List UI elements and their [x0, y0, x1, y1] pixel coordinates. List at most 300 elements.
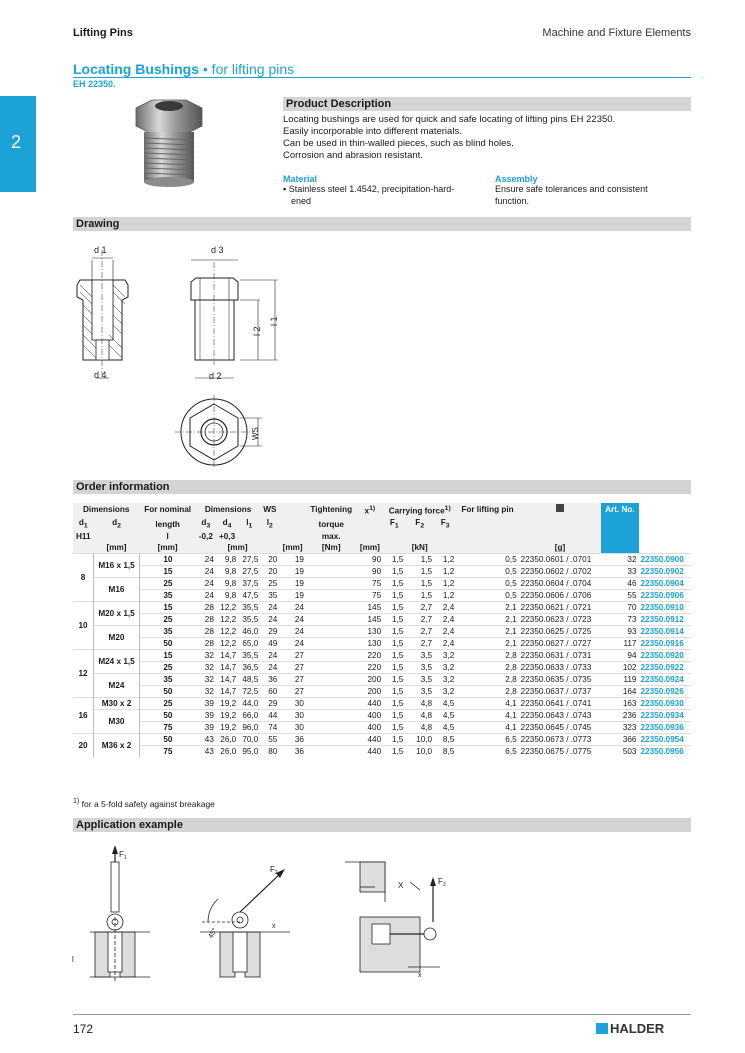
cell-f3: 0,5: [456, 566, 518, 578]
col-d1: $d_1$: [73, 517, 94, 532]
cell-art-no[interactable]: 22350.0956: [639, 746, 692, 758]
cell-spacer: [306, 746, 357, 758]
cell-d2: M24 x 1,5: [94, 650, 140, 674]
cell-ws: 24: [279, 626, 306, 638]
cell-l2: 60: [260, 686, 279, 698]
cell-l2: 36: [260, 674, 279, 686]
application-example-heading: Application example: [73, 818, 691, 832]
table-row: [73, 674, 691, 686]
cell-d2: M24: [94, 674, 140, 698]
cell-x: 1,5: [383, 626, 405, 638]
cell-length: 75: [139, 746, 195, 758]
cell-d2: M20 x 1,5: [94, 602, 140, 626]
cell-art-no[interactable]: 22350.0902: [639, 566, 692, 578]
cell-d3: 39: [196, 710, 216, 722]
cell-l2: 55: [260, 734, 279, 746]
cell-weight: 236: [601, 710, 638, 722]
cell-x: 1,5: [383, 614, 405, 626]
cell-weight: 46: [601, 578, 638, 590]
page-title: Locating Bushings • for lifting pins: [73, 61, 295, 77]
cell-spacer: [306, 650, 357, 662]
cell-l2: 29: [260, 626, 279, 638]
x-label-3: X: [398, 881, 404, 890]
col-length: length: [139, 517, 195, 532]
cell-spacer: [306, 722, 357, 734]
cell-spacer: [306, 554, 357, 566]
unit-mm-3: [mm]: [196, 542, 280, 554]
cell-for-pin: 22350.0625 / .0725: [519, 626, 602, 638]
cell-d4: 9,8: [216, 590, 238, 602]
col-dimensions: Dimensions: [73, 503, 139, 517]
cell-art-no[interactable]: 22350.0920: [639, 650, 692, 662]
cell-art-no[interactable]: 22350.0936: [639, 722, 692, 734]
cell-d3: 28: [196, 638, 216, 650]
sketch-angled-pull: [200, 869, 290, 977]
cell-l1: 44,0: [238, 698, 260, 710]
sketch-vertical-pull: [90, 845, 150, 982]
cell-ws: 24: [279, 638, 306, 650]
cell-d2: M20: [94, 626, 140, 650]
cell-for-pin: 22350.0641 / .0741: [519, 698, 602, 710]
cell-x: 1,5: [383, 638, 405, 650]
cell-l1: 35,5: [238, 602, 260, 614]
col-ws: WS: [260, 503, 279, 517]
header-section-title: Lifting Pins: [73, 27, 133, 39]
table-row: [73, 734, 691, 746]
cell-art-no[interactable]: 22350.0924: [639, 674, 692, 686]
cell-l2: 44: [260, 710, 279, 722]
cell-f2: 3,2: [434, 650, 456, 662]
label-l2: l 2: [252, 326, 262, 336]
col-nominal: For nominal: [139, 503, 195, 517]
cell-f2: 3,2: [434, 686, 456, 698]
unit-kn: [kN]: [383, 542, 456, 554]
cell-d1: 20: [73, 734, 94, 758]
cell-d2: M16 x 1,5: [94, 554, 140, 578]
cell-f2: 4,5: [434, 698, 456, 710]
cell-f3: 4,1: [456, 698, 518, 710]
cell-spacer: [306, 686, 357, 698]
table-row: [73, 602, 691, 614]
cell-f1: 4,8: [405, 722, 434, 734]
cell-l1: 66,0: [238, 710, 260, 722]
cell-d3: 24: [196, 578, 216, 590]
cell-f1: 3,5: [405, 662, 434, 674]
cell-f3: 6,5: [456, 734, 518, 746]
cell-art-no[interactable]: 22350.0904: [639, 578, 692, 590]
weight-icon: [556, 504, 564, 512]
length-label: l: [72, 955, 74, 964]
cell-d4: 26,0: [216, 746, 238, 758]
cell-spacer: [306, 734, 357, 746]
cell-f3: 2,8: [456, 674, 518, 686]
cell-f3: 0,5: [456, 590, 518, 602]
col-l1: $l_1$: [238, 517, 260, 532]
cell-spacer: [306, 710, 357, 722]
cell-weight: 32: [601, 554, 638, 566]
cell-for-pin: 22350.0601 / .0701: [519, 554, 602, 566]
cell-f3: 2,8: [456, 662, 518, 674]
cell-f3: 4,1: [456, 710, 518, 722]
drawing-heading: Drawing: [73, 217, 691, 231]
cell-f3: 4,1: [456, 722, 518, 734]
cell-f2: 1,2: [434, 590, 456, 602]
cell-f2: 2,4: [434, 626, 456, 638]
cell-weight: 164: [601, 686, 638, 698]
cell-f2: 2,4: [434, 638, 456, 650]
cell-d4: 12,2: [216, 602, 238, 614]
cell-l2: 80: [260, 746, 279, 758]
cell-x: 1,5: [383, 650, 405, 662]
cell-d2: M16: [94, 578, 140, 602]
angle-label: 45°: [207, 927, 219, 940]
cell-d3: 32: [196, 686, 216, 698]
cell-for-pin: 22350.0627 / .0727: [519, 638, 602, 650]
cell-torque: 400: [357, 722, 384, 734]
col-artno: Art. No.: [601, 503, 638, 517]
page-number: 172: [73, 1022, 94, 1036]
cell-art-no[interactable]: 22350.0912: [639, 614, 692, 626]
cell-x: 1,5: [383, 746, 405, 758]
chapter-tab[interactable]: 2: [0, 96, 36, 192]
cell-d3: 43: [196, 734, 216, 746]
cell-f2: 1,2: [434, 566, 456, 578]
cell-length: 25: [139, 578, 195, 590]
cell-x: 1,5: [383, 674, 405, 686]
cell-f3: 2,1: [456, 626, 518, 638]
cell-ws: 30: [279, 710, 306, 722]
cell-torque: 220: [357, 650, 384, 662]
cell-ws: 27: [279, 674, 306, 686]
cell-f1: 1,5: [405, 554, 434, 566]
unit-mm-4: [mm]: [279, 542, 306, 554]
cell-l1: 35,5: [238, 650, 260, 662]
cell-d1: 16: [73, 698, 94, 734]
cell-for-pin: 22350.0643 / .0743: [519, 710, 602, 722]
cell-d2: M30 x 2: [94, 698, 140, 710]
cell-l1: 72,5: [238, 686, 260, 698]
cell-ws: 27: [279, 662, 306, 674]
cell-torque: 200: [357, 674, 384, 686]
label-ws: WS: [251, 427, 260, 440]
cell-d4: 9,8: [216, 566, 238, 578]
cell-l1: 27,5: [238, 554, 260, 566]
cell-length: 25: [139, 614, 195, 626]
table-row: [73, 614, 691, 626]
col-weight: [519, 503, 602, 517]
cell-art-no[interactable]: 22350.0930: [639, 698, 692, 710]
cell-d3: 32: [196, 650, 216, 662]
cell-x: 1,5: [383, 578, 405, 590]
cell-l2: 24: [260, 614, 279, 626]
cell-d3: 28: [196, 626, 216, 638]
cell-length: 50: [139, 686, 195, 698]
cell-d4: 9,8: [216, 554, 238, 566]
cell-art-no[interactable]: 22350.0900: [639, 554, 692, 566]
cell-weight: 366: [601, 734, 638, 746]
cell-l2: 24: [260, 650, 279, 662]
product-code: EH 22350.: [73, 79, 116, 89]
cell-weight: 503: [601, 746, 638, 758]
cell-ws: 24: [279, 602, 306, 614]
cell-ws: 30: [279, 722, 306, 734]
order-table: [73, 503, 691, 757]
cell-for-pin: 22350.0623 / .0723: [519, 614, 602, 626]
cell-art-no[interactable]: 22350.0916: [639, 638, 692, 650]
cell-x: 1,5: [383, 602, 405, 614]
cell-torque: 400: [357, 710, 384, 722]
cell-weight: 102: [601, 662, 638, 674]
cell-for-pin: 22350.0637 / .0737: [519, 686, 602, 698]
cell-f1: 10,0: [405, 746, 434, 758]
header-catalog-title: Machine and Fixture Elements: [542, 27, 691, 39]
cell-f3: 2,8: [456, 686, 518, 698]
cell-torque: 90: [357, 566, 384, 578]
cell-d4: 12,2: [216, 626, 238, 638]
cell-weight: 55: [601, 590, 638, 602]
col-tightening: Tightening: [306, 503, 357, 517]
cell-f2: 1,2: [434, 554, 456, 566]
material-block: Material ▪ Stainless steel 1.4542, precipitation-hard- ened: [283, 174, 455, 206]
cell-d3: 39: [196, 722, 216, 734]
cell-l2: 74: [260, 722, 279, 734]
cell-torque: 145: [357, 602, 384, 614]
cell-l2: 20: [260, 554, 279, 566]
cell-d3: 24: [196, 590, 216, 602]
col-d2: $d_2$: [94, 517, 140, 532]
cell-d3: 32: [196, 674, 216, 686]
cell-length: 15: [139, 602, 195, 614]
cell-f3: 2,8: [456, 650, 518, 662]
cell-l2: 49: [260, 638, 279, 650]
label-d4: d 4: [94, 370, 107, 380]
table-row: [73, 662, 691, 674]
cell-ws: 19: [279, 566, 306, 578]
col-d3: $d_3$: [196, 517, 216, 532]
cell-ws: 30: [279, 698, 306, 710]
cell-d2: M30: [94, 710, 140, 734]
cell-length: 35: [139, 590, 195, 602]
cell-art-no[interactable]: 22350.0922: [639, 662, 692, 674]
col-carrying: Carrying force$^{1)}$: [383, 503, 456, 517]
cell-f1: 1,5: [405, 590, 434, 602]
cell-art-no[interactable]: 22350.0910: [639, 602, 692, 614]
cell-l1: 65,0: [238, 638, 260, 650]
cell-art-no[interactable]: 22350.0914: [639, 626, 692, 638]
cell-for-pin: 22350.0602 / .0702: [519, 566, 602, 578]
cell-ws: 27: [279, 650, 306, 662]
cell-l1: 48,5: [238, 674, 260, 686]
brand-logo: HALDER: [596, 1021, 664, 1036]
cell-for-pin: 22350.0606 / .0706: [519, 590, 602, 602]
col-d4-tol: +0,3: [216, 531, 238, 542]
cell-for-pin: 22350.0633 / .0733: [519, 662, 602, 674]
cell-l2: 29: [260, 698, 279, 710]
footnote: $^{1)}$ for a 5-fold safety against breakage: [73, 797, 215, 809]
cell-f1: 2,7: [405, 602, 434, 614]
force-f1-label: $F_1$: [119, 850, 127, 861]
col-l: l: [139, 531, 195, 542]
cell-spacer: [306, 614, 357, 626]
cell-f2: 2,4: [434, 602, 456, 614]
cell-f3: 0,5: [456, 554, 518, 566]
cell-x: 1,5: [383, 734, 405, 746]
cell-d1: 12: [73, 650, 94, 698]
cell-art-no[interactable]: 22350.0954: [639, 734, 692, 746]
cell-d3: 28: [196, 602, 216, 614]
cell-f1: 2,7: [405, 638, 434, 650]
force-f3-label: $F_3$: [438, 877, 446, 888]
cell-l1: 46,0: [238, 626, 260, 638]
cell-d4: 14,7: [216, 662, 238, 674]
cell-torque: 145: [357, 614, 384, 626]
cell-d4: 12,2: [216, 638, 238, 650]
cell-d3: 24: [196, 566, 216, 578]
title-underline: [73, 77, 691, 78]
cell-art-no[interactable]: 22350.0906: [639, 590, 692, 602]
outer-view: [191, 260, 278, 378]
col-max: max.: [306, 531, 357, 542]
cell-ws: 27: [279, 686, 306, 698]
cell-l1: 95,0: [238, 746, 260, 758]
technical-drawing: [70, 240, 300, 470]
sketch-lateral-pull: [345, 862, 440, 972]
col-ws-spacer: [279, 503, 306, 517]
cell-weight: 94: [601, 650, 638, 662]
cell-spacer: [306, 698, 357, 710]
cell-length: 25: [139, 698, 195, 710]
cell-f1: 4,8: [405, 698, 434, 710]
cell-torque: 90: [357, 554, 384, 566]
force-f2-label: $F_2$: [270, 865, 278, 876]
table-row: [73, 638, 691, 650]
cell-d4: 19,2: [216, 722, 238, 734]
cell-for-pin: 22350.0621 / .0721: [519, 602, 602, 614]
cell-l1: 36,5: [238, 662, 260, 674]
cell-ws: 36: [279, 734, 306, 746]
table-row: [73, 722, 691, 734]
cell-torque: 130: [357, 626, 384, 638]
cell-d4: 19,2: [216, 710, 238, 722]
cell-f2: 4,5: [434, 722, 456, 734]
cell-f2: 8,5: [434, 734, 456, 746]
cell-torque: 440: [357, 734, 384, 746]
unit-mm-1: [mm]: [94, 542, 140, 554]
cell-torque: 75: [357, 578, 384, 590]
cell-weight: 70: [601, 602, 638, 614]
cell-torque: 75: [357, 590, 384, 602]
cell-f3: 0,5: [456, 578, 518, 590]
cell-spacer: [306, 674, 357, 686]
cell-length: 50: [139, 638, 195, 650]
cell-spacer: [306, 578, 357, 590]
cell-l2: 35: [260, 590, 279, 602]
cell-x: 1,5: [383, 554, 405, 566]
top-view: [175, 395, 262, 469]
cell-ws: 19: [279, 554, 306, 566]
cell-weight: 93: [601, 626, 638, 638]
cell-x: 1,5: [383, 590, 405, 602]
cell-l2: 25: [260, 578, 279, 590]
cell-f2: 2,4: [434, 614, 456, 626]
cell-l1: 37,5: [238, 578, 260, 590]
cell-f3: 6,5: [456, 746, 518, 758]
table-row: [73, 686, 691, 698]
cell-torque: 440: [357, 698, 384, 710]
cell-art-no[interactable]: 22350.0926: [639, 686, 692, 698]
footer-divider: [73, 1014, 691, 1015]
section-view: [77, 250, 128, 378]
cell-length: 10: [139, 554, 195, 566]
unit-nm: [Nm]: [306, 542, 357, 554]
cell-length: 15: [139, 566, 195, 578]
x-label-2: x: [272, 923, 276, 930]
cell-x: 1,5: [383, 698, 405, 710]
cell-f1: 4,8: [405, 710, 434, 722]
cell-length: 50: [139, 734, 195, 746]
cell-weight: 33: [601, 566, 638, 578]
cell-f1: 2,7: [405, 614, 434, 626]
cell-spacer: [306, 566, 357, 578]
cell-l1: 96,0: [238, 722, 260, 734]
table-row: [73, 554, 691, 566]
product-description-heading: Product Description: [283, 97, 691, 111]
cell-art-no[interactable]: 22350.0934: [639, 710, 692, 722]
cell-d4: 12,2: [216, 614, 238, 626]
product-description-text: Locating bushings are used for quick and safe locating of lifting pins EH 22350. Easily incorporable into different materials. Can be used in thin-walled pieces, such as blind holes. Corrosion and abrasion resistant.: [283, 114, 616, 161]
label-d2: d 2: [209, 371, 222, 381]
cell-f2: 3,2: [434, 674, 456, 686]
cell-spacer: [306, 662, 357, 674]
cell-length: 25: [139, 662, 195, 674]
col-l2: $l_2$: [260, 517, 279, 532]
table-row: [73, 698, 691, 710]
cell-x: 1,5: [383, 710, 405, 722]
cell-x: 1,5: [383, 686, 405, 698]
table-row: [73, 650, 691, 662]
cell-f3: 2,1: [456, 638, 518, 650]
cell-torque: 220: [357, 662, 384, 674]
cell-f3: 2,1: [456, 614, 518, 626]
cell-for-pin: 22350.0675 / .0775: [519, 746, 602, 758]
cell-for-pin: 22350.0631 / .0731: [519, 650, 602, 662]
cell-d2: M36 x 2: [94, 734, 140, 758]
cell-length: 15: [139, 650, 195, 662]
cell-x: 1,5: [383, 566, 405, 578]
cell-length: 50: [139, 710, 195, 722]
cell-f2: 1,2: [434, 578, 456, 590]
cell-f2: 3,2: [434, 662, 456, 674]
cell-length: 35: [139, 674, 195, 686]
cell-f3: 2,1: [456, 602, 518, 614]
col-dimensions-2: Dimensions: [196, 503, 260, 517]
cell-torque: 130: [357, 638, 384, 650]
col-forpin: For lifting pin: [456, 503, 518, 517]
cell-for-pin: 22350.0673 / .0773: [519, 734, 602, 746]
cell-ws: 24: [279, 614, 306, 626]
col-d3-tol: -0,2: [196, 531, 216, 542]
cell-x: 1,5: [383, 722, 405, 734]
cell-l1: 35,5: [238, 614, 260, 626]
cell-l1: 27,5: [238, 566, 260, 578]
x-label-4: x: [418, 972, 422, 979]
cell-d3: 24: [196, 554, 216, 566]
label-d1: d 1: [94, 245, 107, 255]
cell-l1: 47,5: [238, 590, 260, 602]
cell-f2: 8,5: [434, 746, 456, 758]
cell-ws: 19: [279, 590, 306, 602]
table-row: [73, 710, 691, 722]
